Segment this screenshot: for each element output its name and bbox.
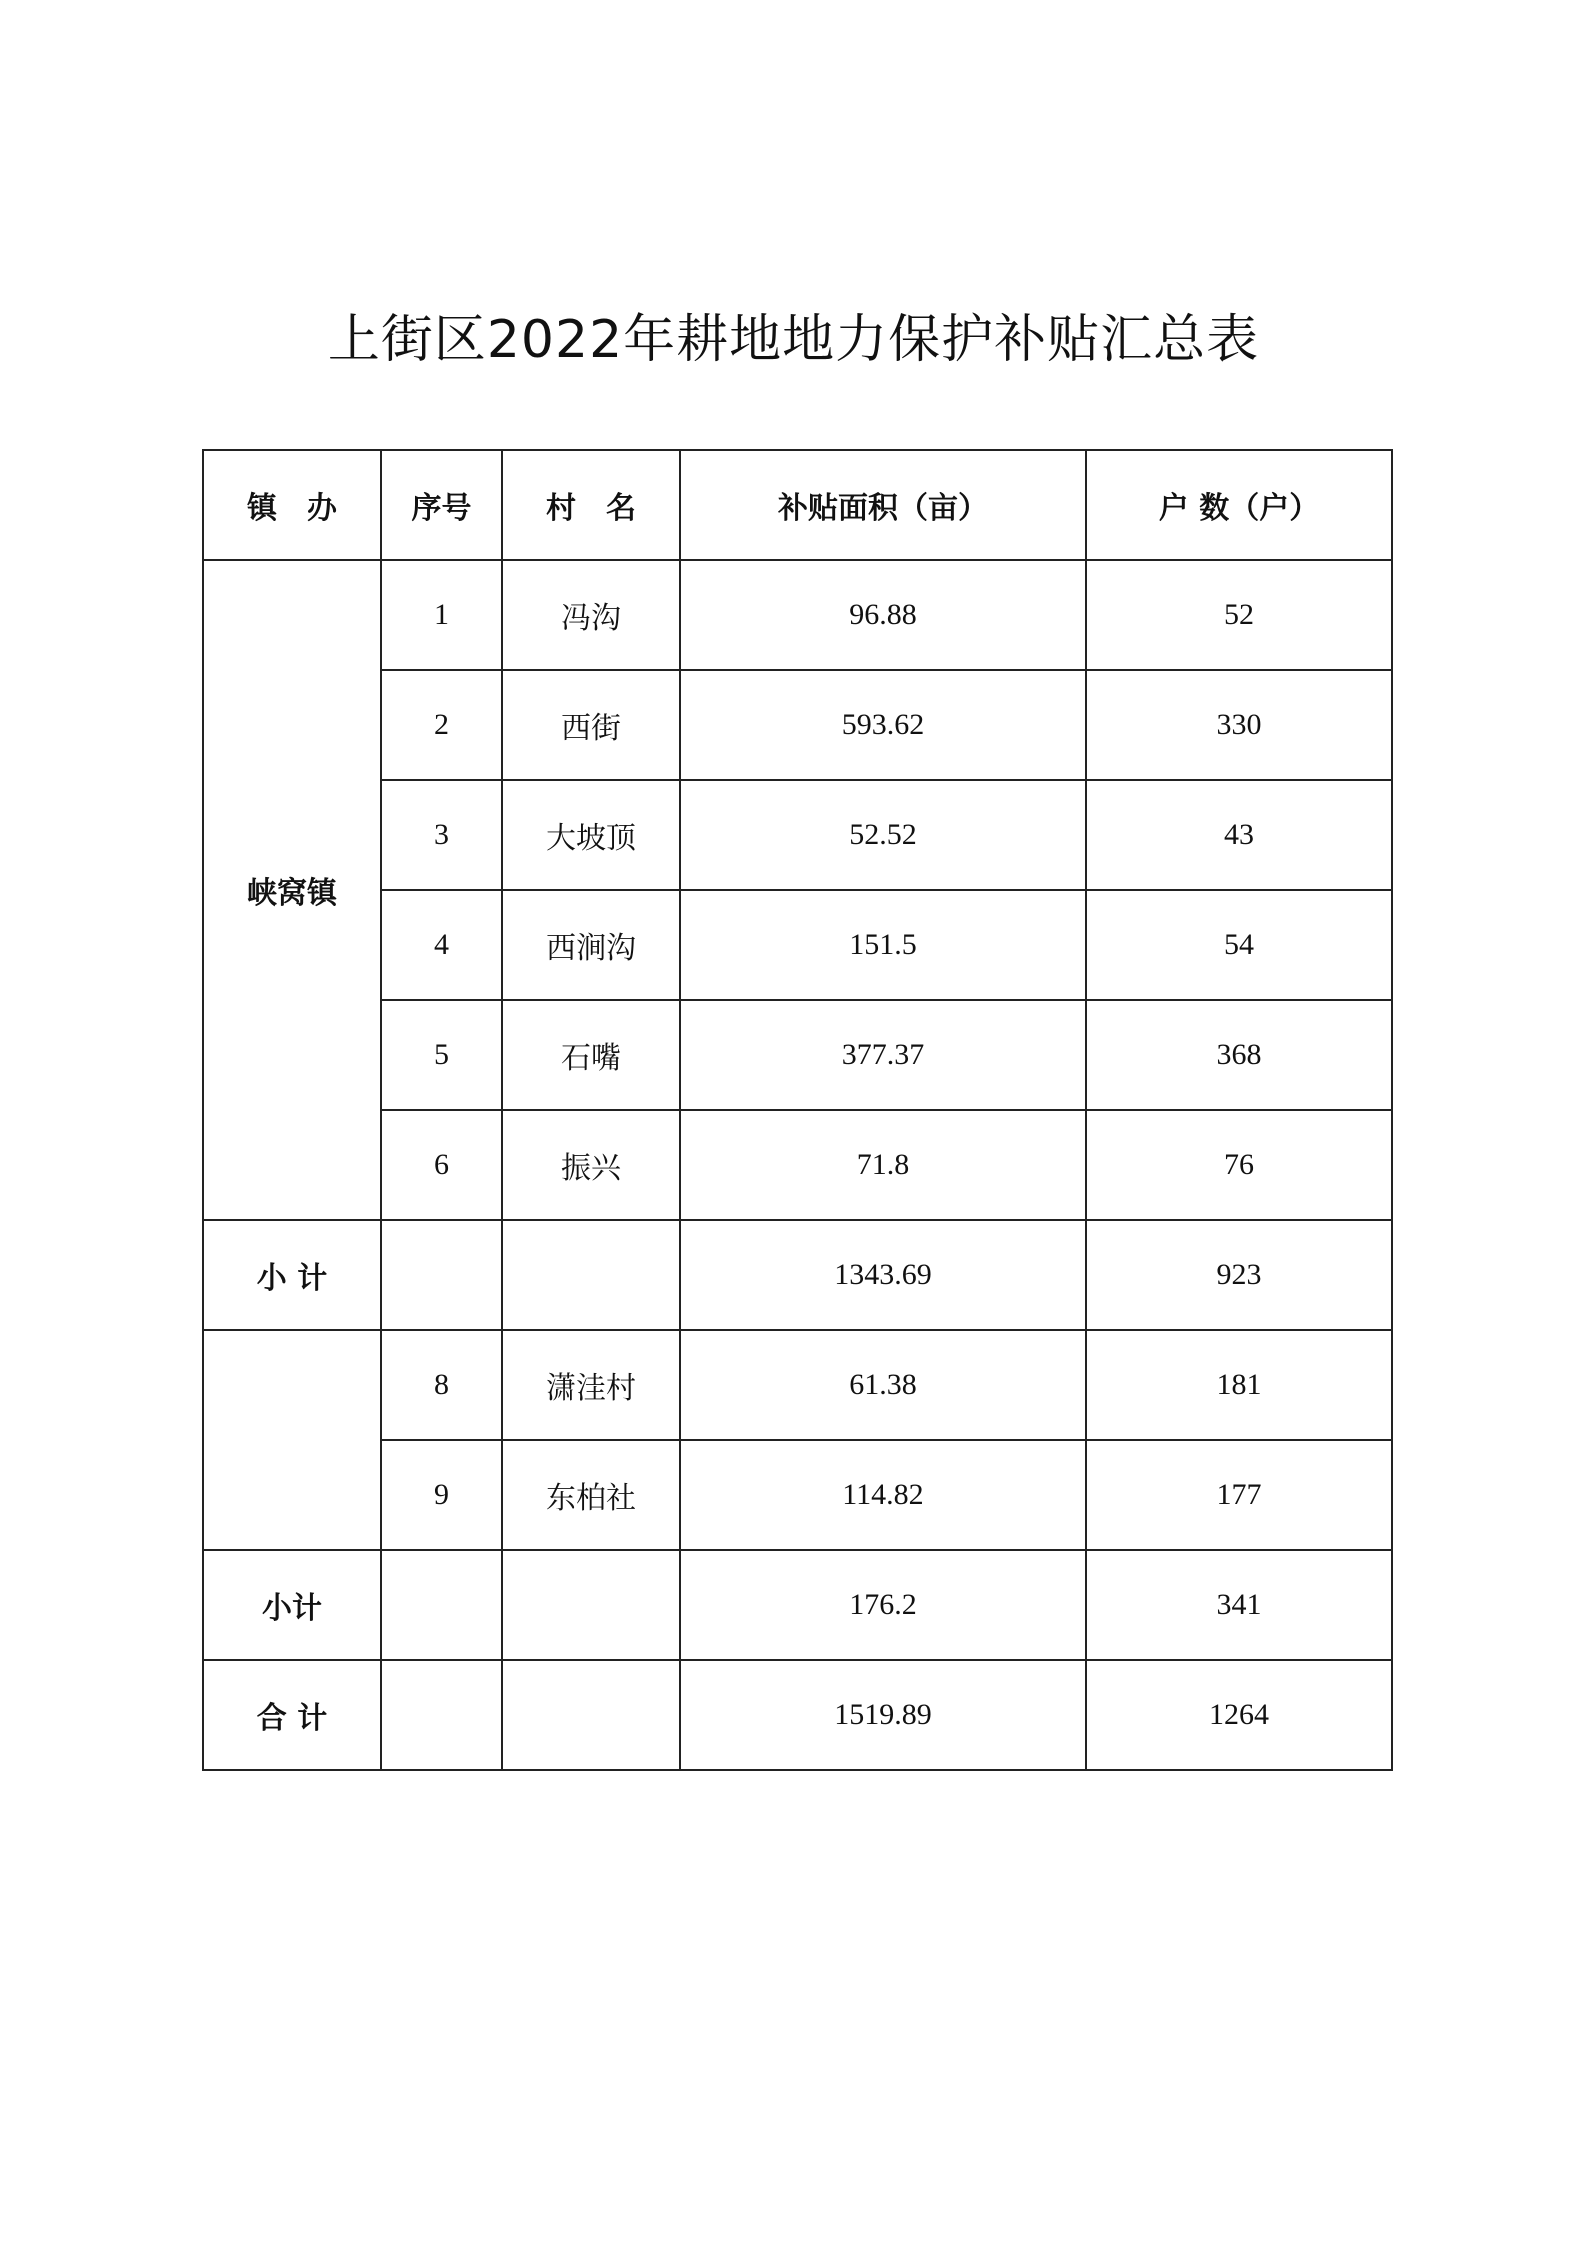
town-cell: [203, 1330, 381, 1550]
total-label: 合 计: [203, 1660, 381, 1770]
subtotal-households: 341: [1086, 1550, 1392, 1660]
seq-cell: 8: [381, 1330, 502, 1440]
empty-cell: [502, 1550, 680, 1660]
empty-cell: [502, 1660, 680, 1770]
subsidy-summary-table: [202, 449, 1393, 1771]
table-row: [203, 780, 1392, 890]
area-cell: 71.8: [680, 1110, 1086, 1220]
table-row: [203, 1000, 1392, 1110]
area-cell: 96.88: [680, 560, 1086, 670]
households-cell: 76: [1086, 1110, 1392, 1220]
header-seq: 序号: [381, 450, 502, 560]
area-cell: 114.82: [680, 1440, 1086, 1550]
village-cell: 西街: [502, 670, 680, 780]
table-header-row: [203, 450, 1392, 560]
seq-cell: 4: [381, 890, 502, 1000]
households-cell: 43: [1086, 780, 1392, 890]
seq-cell: 1: [381, 560, 502, 670]
households-cell: 181: [1086, 1330, 1392, 1440]
village-cell: 振兴: [502, 1110, 680, 1220]
subtotal-area: 1343.69: [680, 1220, 1086, 1330]
table-row: [203, 1110, 1392, 1220]
total-households: 1264: [1086, 1660, 1392, 1770]
header-households: 户 数（户）: [1086, 450, 1392, 560]
area-cell: 52.52: [680, 780, 1086, 890]
header-area: 补贴面积（亩）: [680, 450, 1086, 560]
header-town: 镇 办: [203, 450, 381, 560]
seq-cell: 9: [381, 1440, 502, 1550]
seq-cell: 2: [381, 670, 502, 780]
area-cell: 151.5: [680, 890, 1086, 1000]
households-cell: 368: [1086, 1000, 1392, 1110]
empty-cell: [381, 1550, 502, 1660]
empty-cell: [502, 1220, 680, 1330]
table-row: [203, 1440, 1392, 1550]
households-cell: 330: [1086, 670, 1392, 780]
table-row: [203, 670, 1392, 780]
table-row: [203, 1330, 1392, 1440]
table-row: [203, 560, 1392, 670]
empty-cell: [381, 1220, 502, 1330]
village-cell: 东柏社: [502, 1440, 680, 1550]
subtotal-label: 小 计: [203, 1220, 381, 1330]
total-area: 1519.89: [680, 1660, 1086, 1770]
area-cell: 61.38: [680, 1330, 1086, 1440]
households-cell: 52: [1086, 560, 1392, 670]
village-cell: 冯沟: [502, 560, 680, 670]
seq-cell: 6: [381, 1110, 502, 1220]
seq-cell: 3: [381, 780, 502, 890]
header-village: 村 名: [502, 450, 680, 560]
area-cell: 377.37: [680, 1000, 1086, 1110]
seq-cell: 5: [381, 1000, 502, 1110]
village-cell: 西涧沟: [502, 890, 680, 1000]
subtotal-row: [203, 1220, 1392, 1330]
subtotal-row: [203, 1550, 1392, 1660]
subtotal-label: 小计: [203, 1550, 381, 1660]
table-row: [203, 890, 1392, 1000]
households-cell: 177: [1086, 1440, 1392, 1550]
page-title: 上街区2022年耕地地力保护补贴汇总表: [327, 310, 1260, 370]
village-cell: 石嘴: [502, 1000, 680, 1110]
households-cell: 54: [1086, 890, 1392, 1000]
total-row: [203, 1660, 1392, 1770]
subtotal-area: 176.2: [680, 1550, 1086, 1660]
area-cell: 593.62: [680, 670, 1086, 780]
town-cell: 峡窝镇: [203, 560, 381, 1220]
subtotal-households: 923: [1086, 1220, 1392, 1330]
village-cell: 潇洼村: [502, 1330, 680, 1440]
empty-cell: [381, 1660, 502, 1770]
village-cell: 大坡顶: [502, 780, 680, 890]
